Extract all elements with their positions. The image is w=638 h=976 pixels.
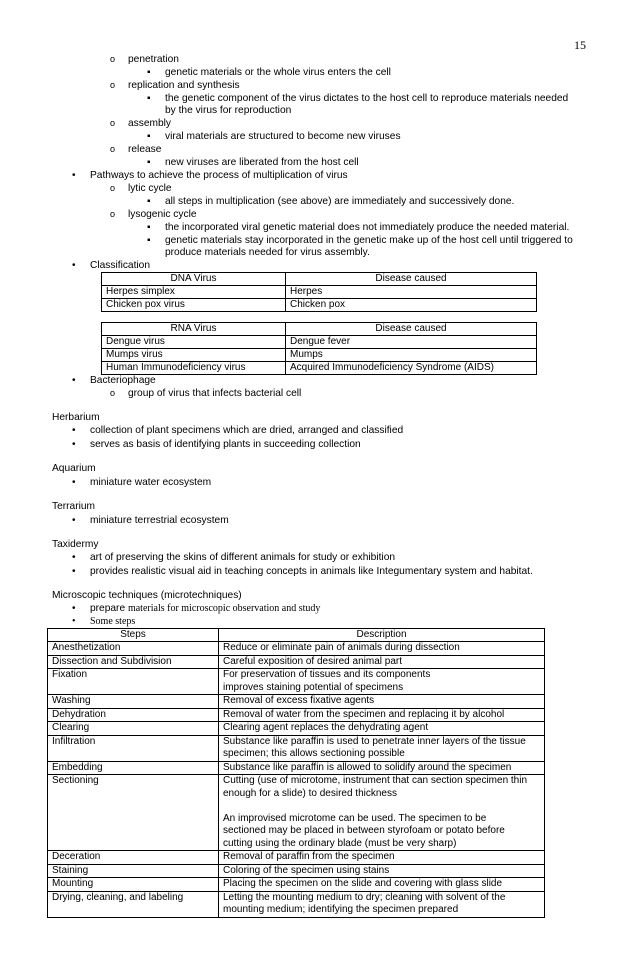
table-header: DNA Virus (102, 273, 286, 286)
list-item: o penetration (128, 54, 179, 67)
list-item: o lytic cycle (128, 183, 172, 196)
table-cell: Drying, cleaning, and labeling (48, 891, 219, 917)
table-cell: Fixation (48, 669, 219, 695)
table-row (102, 299, 537, 312)
table-cell: Embedding (48, 761, 219, 775)
cell-line: enough for a slide) to desired thickness (223, 787, 397, 799)
cell-line: improves staining potential of specimens (223, 681, 404, 693)
table-cell: Removal of paraffin from the specimen (219, 851, 545, 865)
section-heading: Terrarium (52, 501, 96, 512)
list-item: • serves as basis of identifying plants in succeeding collection (90, 439, 361, 452)
section-heading: Taxidermy (52, 539, 99, 550)
rna-virus-table (101, 322, 537, 375)
table-cell: Mounting (48, 878, 219, 892)
table-cell: Washing (48, 695, 219, 709)
table-header: Disease caused (286, 273, 537, 286)
cell-line: cutting using the ordinary blade (must be very sharp) (223, 837, 457, 849)
list-item: ▪ the genetic component of the virus dictates to the host cell to reproduce materials needed (165, 93, 568, 106)
table-header: Disease caused (286, 323, 537, 336)
table-row (48, 761, 545, 775)
table-cell: Chicken pox (286, 299, 537, 312)
table-row (48, 722, 545, 736)
table-cell: Mumps virus (102, 349, 286, 362)
list-item: o lysogenic cycle (128, 209, 197, 222)
list-item-continued: by the virus for reproduction (165, 105, 292, 116)
table-row (48, 655, 545, 669)
list-item: o group of virus that infects bacterial cell (128, 388, 301, 401)
list-item: ▪ viral materials are structured to become new viruses (165, 131, 401, 144)
table-cell: Substance like paraffin is allowed to solidify around the specimen (219, 761, 545, 775)
table-cell: Removal of water from the specimen and replacing it by alcohol (219, 708, 545, 722)
table-cell: Clearing agent replaces the dehydrating agent (219, 722, 545, 736)
list-item: • collection of plant specimens which are dried, arranged and classified (90, 425, 403, 438)
table-cell: Human Immunodeficiency virus (102, 362, 286, 375)
list-item-text: prepare (90, 603, 126, 614)
table-cell: Careful exposition of desired animal part (219, 655, 545, 669)
table-row (48, 642, 545, 656)
list-item: o replication and synthesis (128, 80, 240, 93)
list-item: • art of preserving the skins of different animals for study or exhibition (90, 552, 395, 565)
cell-line: sectioned may be placed in between styrofoam or potato before (223, 825, 505, 836)
table-cell: Acquired Immunodeficiency Syndrome (AIDS) (286, 362, 537, 375)
list-item: • Classification (90, 260, 150, 273)
table-cell: Dengue fever (286, 336, 537, 349)
table-row (102, 286, 537, 299)
table-header: Description (219, 629, 545, 642)
cell-line: Letting the mounting medium to dry; cleaning with solvent of the (223, 891, 506, 903)
table-cell: Coloring of the specimen using stains (219, 864, 545, 878)
list-item: • miniature water ecosystem (90, 477, 211, 490)
table-cell: Chicken pox virus (102, 299, 286, 312)
table-row (48, 775, 545, 851)
table-cell: Dehydration (48, 708, 219, 722)
table-row (48, 878, 545, 892)
dna-virus-table (101, 272, 537, 312)
table-cell: Deceration (48, 851, 219, 865)
section-heading: Microscopic techniques (microtechniques) (52, 590, 242, 601)
table-header: Steps (48, 629, 219, 642)
list-item (90, 603, 320, 616)
page-number: 15 (574, 38, 586, 52)
list-item: • Some steps (90, 616, 135, 629)
list-item: o assembly (128, 118, 171, 131)
cell-line: specimen; this allows sectioning possible (223, 748, 405, 759)
table-row (102, 336, 537, 349)
table-header: RNA Virus (102, 323, 286, 336)
table-cell: Dissection and Subdivision (48, 655, 219, 669)
table-row (102, 349, 537, 362)
list-item: • miniature terrestrial ecosystem (90, 515, 229, 528)
table-cell: Removal of excess fixative agents (219, 695, 545, 709)
cell-spacer (223, 800, 540, 813)
list-item: ▪ genetic materials or the whole virus enters the cell (165, 67, 391, 80)
table-row (48, 669, 545, 695)
section-heading: Herbarium (52, 412, 100, 423)
list-item: ▪ genetic materials stay incorporated in the genetic make up of the host cell until triggered to (165, 235, 573, 248)
steps-table (47, 628, 545, 918)
list-item: • provides realistic visual aid in teaching concepts in animals like Integumentary system and habitat. (90, 566, 533, 579)
table-cell: Dengue virus (102, 336, 286, 349)
list-item: o release (128, 144, 161, 157)
list-item: ▪ new viruses are liberated from the host cell (165, 157, 359, 170)
table-cell (219, 891, 545, 917)
table-cell: Herpes (286, 286, 537, 299)
table-cell (219, 775, 545, 851)
table-cell: Placing the specimen on the slide and covering with glass slide (219, 878, 545, 892)
list-item-text-serif: materials for microscopic observation and study (127, 603, 321, 614)
list-item: • Bacteriophage (90, 375, 156, 388)
table-row (48, 735, 545, 761)
table-row (48, 891, 545, 917)
table-cell: Infiltration (48, 735, 219, 761)
table-cell (219, 669, 545, 695)
table-row (102, 362, 537, 375)
table-row (48, 864, 545, 878)
table-cell: Staining (48, 864, 219, 878)
list-item: ▪ all steps in multiplication (see above) are immediately and successively done. (165, 196, 514, 209)
list-item-continued: produce materials needed for virus assembly. (165, 247, 370, 258)
table-cell: Anesthetization (48, 642, 219, 656)
table-cell: Herpes simplex (102, 286, 286, 299)
cell-line: Substance like paraffin is used to penetrate inner layers of the tissue (223, 735, 526, 747)
table-cell: Mumps (286, 349, 537, 362)
cell-line: For preservation of tissues and its components (223, 669, 431, 680)
table-cell: Sectioning (48, 775, 219, 851)
table-cell: Reduce or eliminate pain of animals during dissection (219, 642, 545, 656)
section-heading: Aquarium (52, 463, 96, 474)
table-row (48, 708, 545, 722)
cell-line: mounting medium; identifying the specimen prepared (223, 904, 459, 915)
cell-line: Cutting (use of microtome, instrument that can section specimen thin (223, 775, 528, 786)
table-row (48, 851, 545, 865)
table-cell: Clearing (48, 722, 219, 736)
list-item: ▪ the incorporated viral genetic material does not immediately produce the needed material. (165, 222, 569, 235)
cell-line: An improvised microtome can be used. The specimen to be (223, 812, 487, 824)
table-cell (219, 735, 545, 761)
list-item: • Pathways to achieve the process of multiplication of virus (90, 170, 348, 183)
table-row (48, 695, 545, 709)
